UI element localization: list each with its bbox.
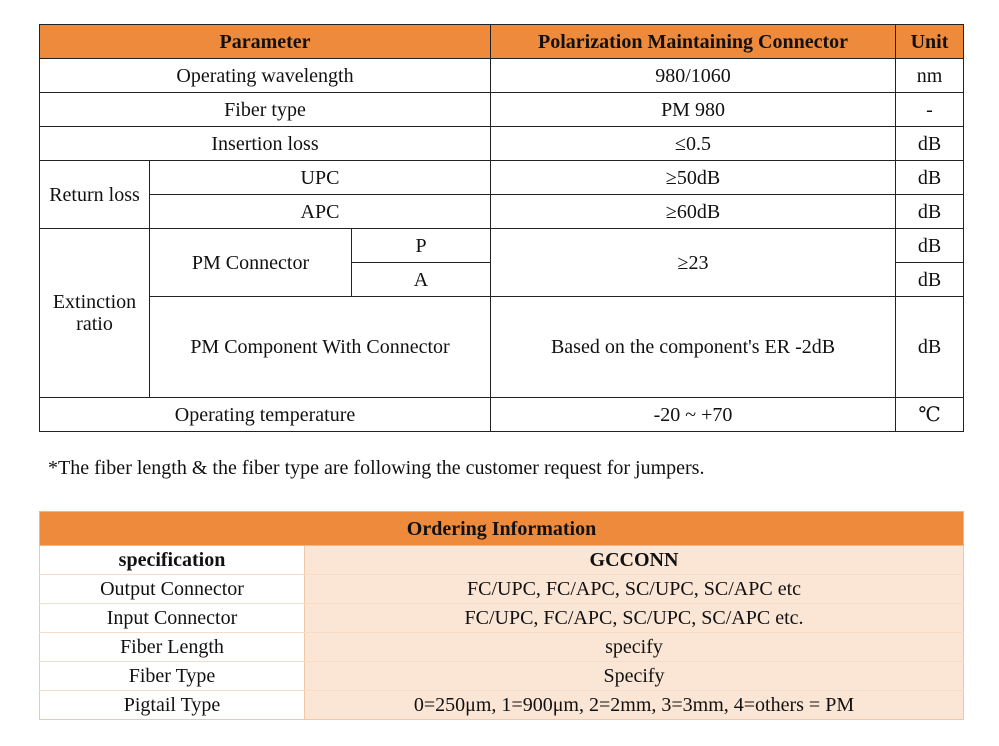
- header-pm-connector: Polarization Maintaining Connector: [491, 25, 896, 59]
- output-connector-value: FC/UPC, FC/APC, SC/UPC, SC/APC etc: [305, 575, 964, 604]
- apc-unit: dB: [896, 195, 964, 229]
- fiber-type-value: PM 980: [491, 93, 896, 127]
- table-row: [40, 59, 964, 93]
- ordering-table: [39, 511, 964, 720]
- operating-wavelength-value: 980/1060: [491, 59, 896, 93]
- header-parameter: Parameter: [40, 25, 491, 59]
- fiber-type-order-value: Specify: [305, 662, 964, 691]
- operating-temperature-unit: ℃: [896, 398, 964, 432]
- extinction-ratio-label: Extinction ratio: [40, 229, 150, 398]
- upc-unit: dB: [896, 161, 964, 195]
- insertion-loss-value: ≤0.5: [491, 127, 896, 161]
- pm-connector-a-unit: dB: [896, 263, 964, 297]
- ordering-title: Ordering Information: [40, 512, 964, 546]
- table-row: [40, 229, 964, 263]
- pm-connector-a-label: A: [352, 263, 491, 297]
- pigtail-type-value: 0=250μm, 1=900μm, 2=2mm, 3=3mm, 4=others = PM: [305, 691, 964, 720]
- operating-temperature-label: Operating temperature: [40, 398, 491, 432]
- fiber-length-value: specify: [305, 633, 964, 662]
- insertion-loss-label: Insertion loss: [40, 127, 491, 161]
- table-row: [40, 575, 964, 604]
- table-row: [40, 633, 964, 662]
- fiber-type-label: Fiber type: [40, 93, 491, 127]
- spec-table: [39, 24, 964, 432]
- table-row: [40, 546, 964, 575]
- operating-temperature-value: -20 ~ +70: [491, 398, 896, 432]
- upc-value: ≥50dB: [491, 161, 896, 195]
- fiber-length-label: Fiber Length: [40, 633, 305, 662]
- specification-value: GCCONN: [305, 546, 964, 575]
- header-unit: Unit: [896, 25, 964, 59]
- table-row: [40, 297, 964, 398]
- spec-header-row: [40, 25, 964, 59]
- fiber-type-unit: -: [896, 93, 964, 127]
- upc-label: UPC: [150, 161, 491, 195]
- operating-wavelength-label: Operating wavelength: [40, 59, 491, 93]
- apc-label: APC: [150, 195, 491, 229]
- table-row: [40, 662, 964, 691]
- table-row: [40, 604, 964, 633]
- table-row: [40, 691, 964, 720]
- pm-connector-p-label: P: [352, 229, 491, 263]
- fiber-type-order-label: Fiber Type: [40, 662, 305, 691]
- ordering-title-row: [40, 512, 964, 546]
- pigtail-type-label: Pigtail Type: [40, 691, 305, 720]
- operating-wavelength-unit: nm: [896, 59, 964, 93]
- insertion-loss-unit: dB: [896, 127, 964, 161]
- table-row: [40, 195, 964, 229]
- table-row: [40, 398, 964, 432]
- output-connector-label: Output Connector: [40, 575, 305, 604]
- pm-connector-value: ≥23: [491, 229, 896, 297]
- pm-component-label: PM Component With Connector: [150, 297, 491, 398]
- footnote: *The fiber length & the fiber type are following the customer request for jumpers.: [48, 457, 705, 479]
- input-connector-value: FC/UPC, FC/APC, SC/UPC, SC/APC etc.: [305, 604, 964, 633]
- return-loss-label: Return loss: [40, 161, 150, 229]
- table-row: [40, 93, 964, 127]
- pm-component-unit: dB: [896, 297, 964, 398]
- apc-value: ≥60dB: [491, 195, 896, 229]
- specification-label: specification: [40, 546, 305, 575]
- input-connector-label: Input Connector: [40, 604, 305, 633]
- pm-connector-p-unit: dB: [896, 229, 964, 263]
- pm-connector-label: PM Connector: [150, 229, 352, 297]
- table-row: [40, 127, 964, 161]
- table-row: [40, 161, 964, 195]
- pm-component-value: Based on the component's ER -2dB: [491, 297, 896, 398]
